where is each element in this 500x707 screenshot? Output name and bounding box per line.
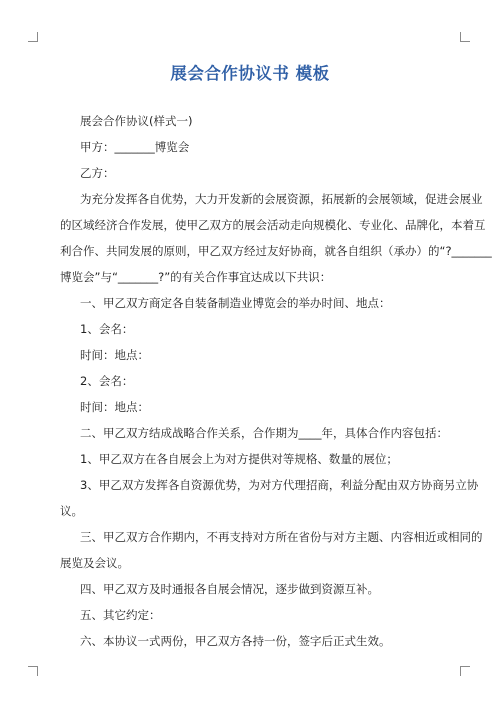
line-meeting-2-name: 2、会名： <box>80 374 134 388</box>
line-preamble-1: 为充分发挥各自优势，大力开发新的会展资源，拓展新的会展领域，促进会展业 <box>80 192 483 206</box>
line-section-3-cont: 展览及会议。 <box>60 556 129 570</box>
line-section-1: 一、甲乙双方商定各自装备制造业博览会的举办时间、地点： <box>80 296 391 310</box>
line-preamble-4: 博览会”与“_______?”的有关合作事宜达成以下共识： <box>60 270 332 284</box>
line-preamble-3: 利合作、共同发展的原则，甲乙双方经过友好协商，就各自组织（承办）的“?_______ <box>60 244 492 258</box>
line-preamble-2: 的区域经济合作发展，使甲乙双方的展会活动走向规模化、专业化、品牌化，本着互 <box>60 218 486 232</box>
line-party-b: 乙方： <box>80 166 115 180</box>
line-meeting-1-time: 时间：地点： <box>80 348 149 362</box>
line-item-1: 1、甲乙双方在各自展会上为对方提供对等规格、数量的展位； <box>80 452 398 466</box>
line-section-4: 四、甲乙双方及时通报各自展会情况，逐步做到资源互补。 <box>80 582 379 596</box>
line-section-2: 二、甲乙双方结成战略合作关系，合作期为____年，具体合作内容包括： <box>80 426 448 440</box>
line-section-5: 五、其它约定： <box>80 608 161 622</box>
crop-mark-top-right <box>460 32 470 42</box>
line-item-3-cont: 议。 <box>60 504 83 518</box>
crop-mark-top-left <box>28 32 38 42</box>
line-subtitle: 展会合作协议(样式一) <box>80 114 193 128</box>
line-meeting-1-name: 1、会名： <box>80 322 134 336</box>
line-meeting-2-time: 时间：地点： <box>80 400 149 414</box>
line-section-6: 六、本协议一式两份，甲乙双方各持一份，签字后正式生效。 <box>80 634 391 648</box>
crop-mark-bottom-left <box>28 666 38 676</box>
crop-mark-bottom-right <box>460 666 470 676</box>
line-item-3: 3、甲乙双方发挥各自资源优势，为对方代理招商，利益分配由双方协商另立协 <box>80 478 479 492</box>
document-title: 展会合作协议书 模板 <box>170 64 330 83</box>
line-party-a: 甲方：_______博览会 <box>80 140 190 154</box>
line-section-3: 三、甲乙双方合作期内，不再支持对方所在省份与对方主题、内容相近或相同的 <box>80 530 483 544</box>
